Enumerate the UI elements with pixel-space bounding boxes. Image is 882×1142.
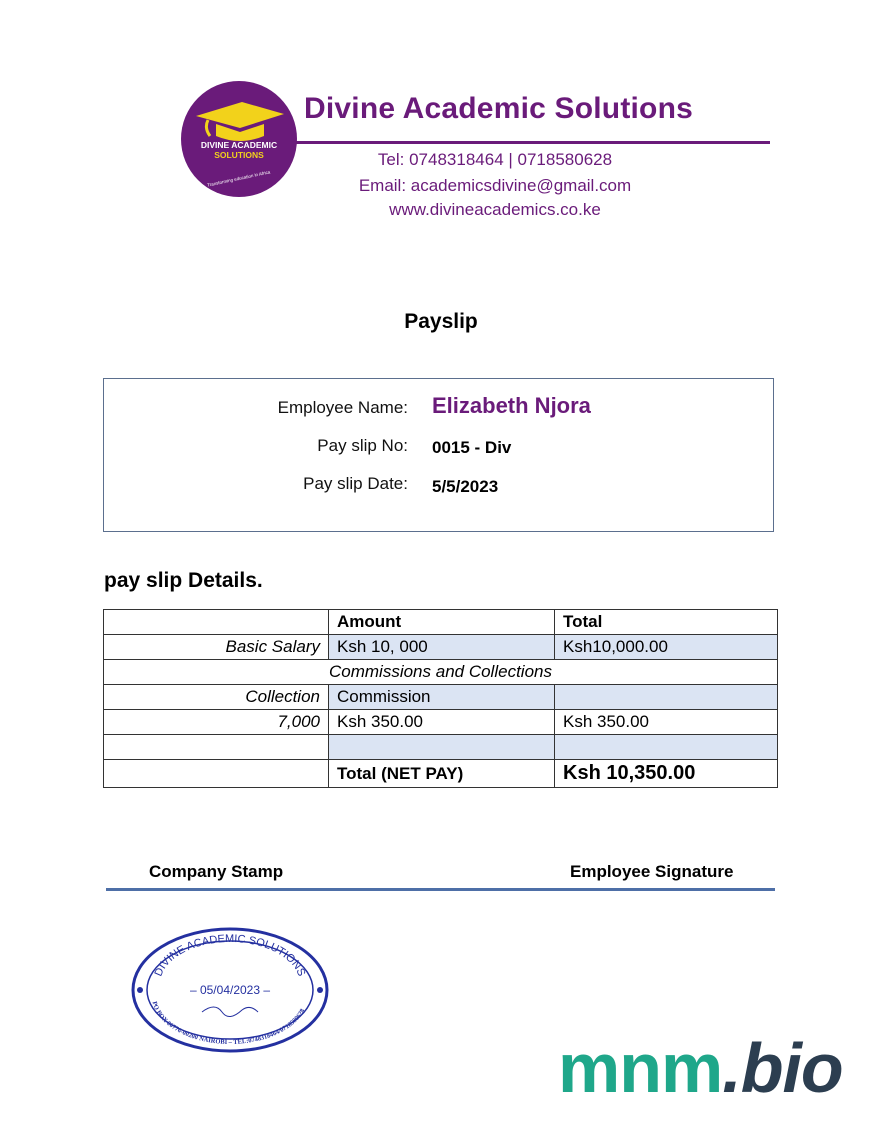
- payslip-number-value: 0015 - Div: [432, 438, 512, 457]
- payslip-date-label: Pay slip Date:: [303, 474, 408, 493]
- commission-value: Ksh 350.00: [329, 710, 555, 735]
- stamp-top-text: DIVINE ACADEMIC SOLUTIONS: [152, 932, 308, 979]
- company-name: Divine Academic Solutions: [304, 92, 693, 125]
- logo-text-line2: SOLUTIONS: [214, 150, 264, 160]
- table-row: [104, 685, 778, 710]
- company-stamp: [130, 924, 330, 1054]
- logo-tagline: Transforming education in Africa: [206, 169, 271, 188]
- net-pay-label: Total (NET PAY): [329, 760, 555, 788]
- table-cell: [104, 735, 329, 760]
- table-cell: [555, 685, 778, 710]
- section-label: Commissions and Collections: [104, 660, 778, 685]
- stamp-signature-scribble: [202, 1007, 258, 1017]
- document-title: Payslip: [404, 310, 478, 333]
- employee-name-label: Employee Name:: [277, 398, 408, 417]
- table-row: [104, 710, 778, 735]
- table-cell: [329, 735, 555, 760]
- payslip-number-label: Pay slip No:: [317, 436, 408, 455]
- table-cell: [104, 610, 329, 635]
- table-row: [104, 660, 778, 685]
- contact-website: www.divineacademics.co.ke: [389, 200, 601, 219]
- watermark: [558, 1028, 843, 1108]
- table-row: [104, 735, 778, 760]
- table-cell: [555, 735, 778, 760]
- total-column-header: Total: [555, 610, 778, 635]
- collection-label: Collection: [104, 685, 329, 710]
- table-cell: [104, 760, 329, 788]
- table-row: [104, 635, 778, 660]
- basic-salary-amount: Ksh 10, 000: [329, 635, 555, 660]
- stamp-bottom-text: PO BOX 00776-00200 NAIROBI – TEL:0748318464/0718580628: [150, 1000, 307, 1047]
- payslip-date-value: 5/5/2023: [432, 477, 499, 496]
- table-header-row: [104, 610, 778, 635]
- contact-email: Email: academicsdivine@gmail.com: [358, 176, 632, 195]
- contact-phone: Tel: 0748318464 | 0718580628: [377, 150, 613, 169]
- net-pay-value: Ksh 10,350.00: [555, 760, 778, 788]
- employee-signature-label: Employee Signature: [570, 862, 734, 881]
- commission-label: Commission: [329, 685, 555, 710]
- details-heading: pay slip Details.: [104, 569, 263, 592]
- amount-column-header: Amount: [329, 610, 555, 635]
- header-divider: [296, 141, 770, 144]
- company-stamp-label: Company Stamp: [149, 862, 284, 881]
- commission-total: Ksh 350.00: [555, 710, 778, 735]
- logo-text-line1: DIVINE ACADEMIC: [200, 140, 278, 150]
- watermark-part2: .bio: [722, 1029, 843, 1107]
- basic-salary-total: Ksh10,000.00: [555, 635, 778, 660]
- watermark-part1: mnm: [558, 1029, 723, 1107]
- net-pay-row: [104, 760, 778, 788]
- employee-name-value: Elizabeth Njora: [432, 393, 591, 418]
- collection-value: 7,000: [104, 710, 329, 735]
- signature-divider: [106, 888, 775, 891]
- payslip-details-table: [103, 609, 778, 788]
- stamp-date: – 05/04/2023 –: [189, 983, 271, 997]
- basic-salary-label: Basic Salary: [104, 635, 329, 660]
